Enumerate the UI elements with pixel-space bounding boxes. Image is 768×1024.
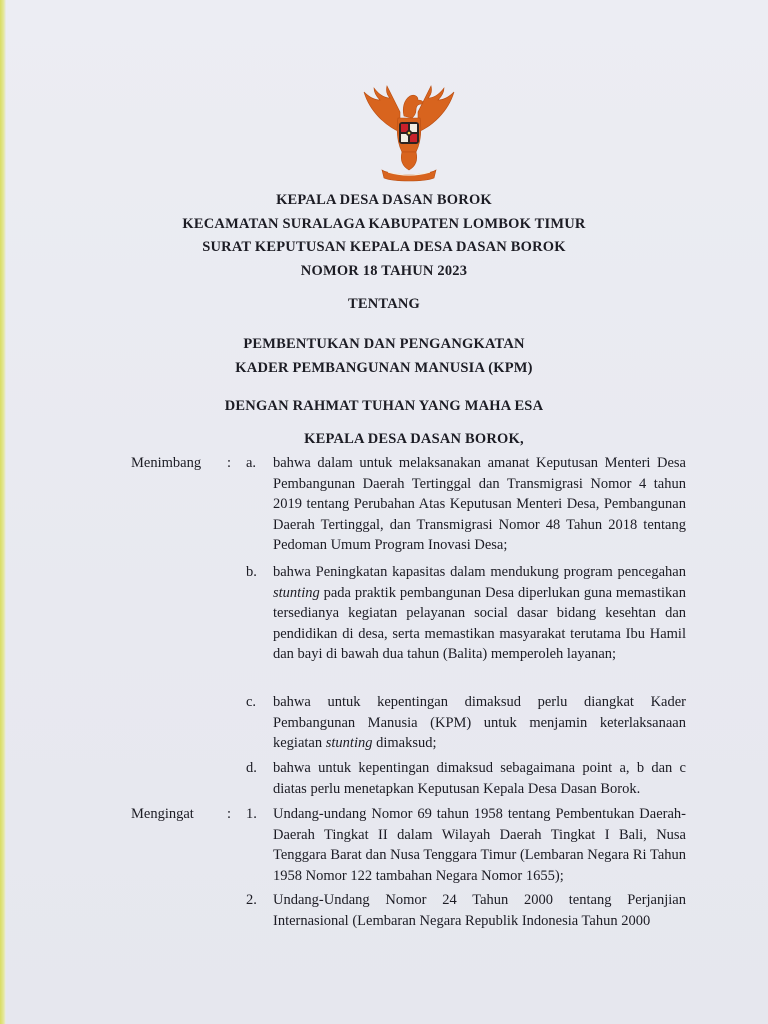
item-text	[273, 890, 686, 931]
item-text-part: bahwa Peningkatan kapasitas dalam mendukung program pencegahan	[273, 564, 686, 580]
item-text-part: dimaksud;	[372, 735, 437, 752]
item-marker: b.	[246, 564, 257, 580]
item-marker: d.	[246, 760, 257, 776]
menimbang-label: Menimbang	[131, 455, 202, 471]
tentang-heading: TENTANG	[347, 296, 421, 312]
item-marker: 2.	[246, 892, 257, 908]
item-marker: a.	[246, 455, 257, 471]
tentang-block	[0, 293, 768, 317]
authority-line: KEPALA DESA DASAN BOROK,	[304, 431, 524, 447]
item-text	[273, 692, 686, 754]
document-header	[0, 189, 768, 283]
item-text-part: bahwa untuk kepentingan dimaksud perlu diangkat Kader Pembangunan Manusia (KPM) untuk menjamin keterlaksanaan kegiatan	[273, 694, 686, 752]
blessing-block	[0, 395, 768, 419]
header-line-1: KEPALA DESA DASAN BOROK	[276, 192, 492, 208]
authority-block	[0, 428, 768, 452]
menimbang-colon: :	[227, 455, 232, 471]
subject-block	[0, 333, 768, 380]
page-edge	[0, 0, 6, 1024]
header-line-4: NOMOR 18 TAHUN 2023	[300, 262, 468, 279]
item-text	[273, 758, 686, 799]
item-text-part: bahwa untuk kepentingan dimaksud sebagaimana point a, b dan c diatas perlu menetapkan Keputusan Kepala Desa Dasan Borok.	[273, 760, 686, 797]
item-text-part: Undang-Undang Nomor 24 Tahun 2000 tentang Perjanjian Internasional (Lembaran Negara Republik Indonesia Tahun 2000	[273, 892, 686, 929]
item-text	[273, 562, 686, 665]
subject-line-1: PEMBENTUKAN DAN PENGANGKATAN	[243, 336, 525, 352]
mengingat-colon: :	[227, 806, 232, 822]
garuda-pancasila-emblem-icon	[356, 82, 462, 188]
blessing-line: DENGAN RAHMAT TUHAN YANG MAHA ESA	[224, 398, 544, 414]
item-marker: 1.	[246, 806, 257, 822]
item-text-part: Undang-undang Nomor 69 tahun 1958 tentang Pembentukan Daerah-Daerah Tingkat II dalam Wilayah Daerah Tingkat I Bali, Nusa Tenggara Barat dan Nusa Tenggara Timur (Lembaran Negara Ri Tahun 1958 Nomor 122 tambahan Negara Nomor 1655);	[273, 806, 686, 884]
header-line-2: KECAMATAN SURALAGA KABUPATEN LOMBOK TIMUR	[182, 215, 586, 232]
item-marker: c.	[246, 694, 257, 710]
item-text	[273, 453, 686, 556]
subject-line-2: KADER PEMBANGUNAN MANUSIA (KPM)	[235, 359, 533, 376]
item-text-italic: stunting	[325, 735, 373, 752]
item-text-part: pada praktik pembangunan Desa diperlukan guna memastikan tersedianya kegiatan pelayanan social dasar bidang kesehtan dan pendidikan di desa, serta memastikan masyarakat terutama Ibu Hamil dan bayi di bawah dua tahun (Balita) memperoleh layanan;	[273, 584, 686, 663]
item-text	[273, 804, 686, 886]
header-line-3: SURAT KEPUTUSAN KEPALA DESA DASAN BOROK	[202, 239, 566, 255]
mengingat-label: Mengingat	[131, 806, 194, 822]
item-text-italic: stunting	[273, 584, 320, 601]
item-text-part: bahwa dalam untuk melaksanakan amanat Keputusan Menteri Desa Pembangunan Daerah Tertinggal dan Transmigrasi Nomor 4 tahun 2019 tentang Perubahan Atas Keputusan Menteri Desa, Pembangunan Daerah Tertinggal, dan Transmigrasi Nomor 48 Tahun 2018 tentang Pedoman Umum Program Inovasi Desa;	[273, 455, 686, 554]
